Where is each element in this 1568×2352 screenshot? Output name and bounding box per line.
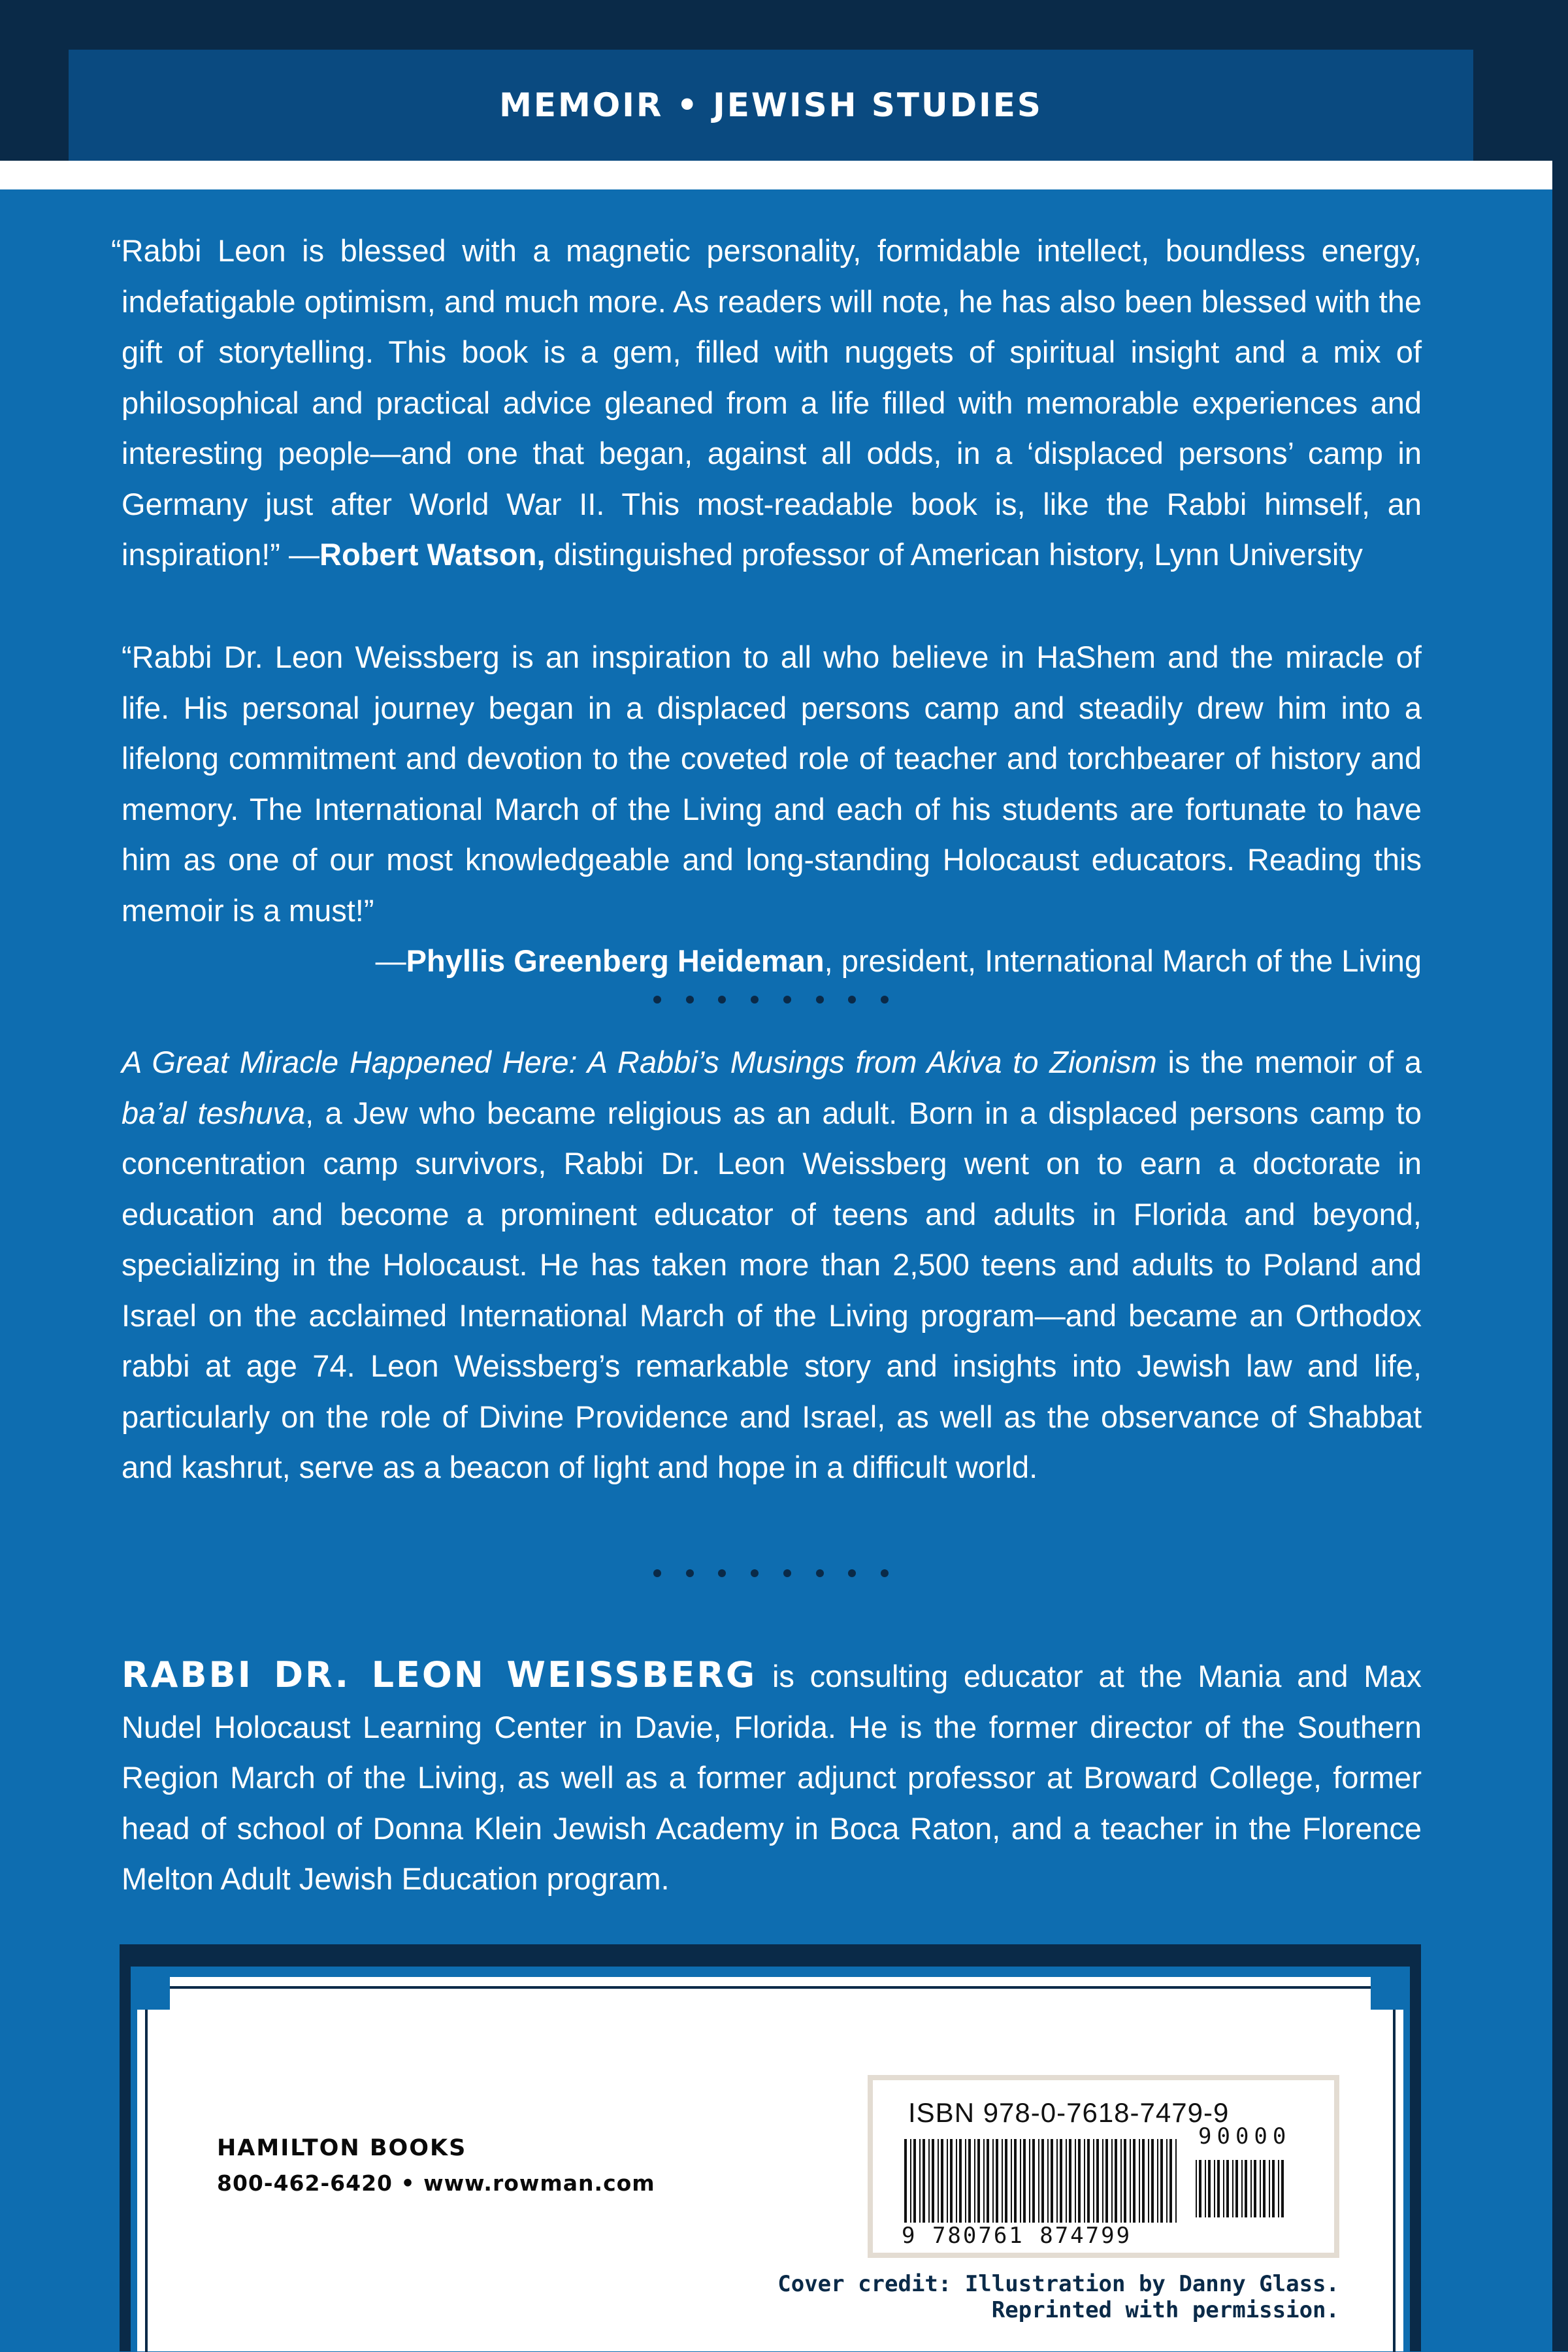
quote-1-author-title: distinguished professor of American history, Lynn University <box>545 537 1363 572</box>
quote-2-dash: — <box>375 943 406 978</box>
frame-corner-left <box>137 1977 170 2010</box>
price-code: 90000 <box>1198 2123 1292 2149</box>
quote-2-attribution <box>122 936 1422 987</box>
dot-separator <box>653 1567 889 1580</box>
description-text-b: , a Jew who became religious as an adult. Born in a displaced persons camp to concentration camp survivors, Rabbi Dr. Leon Weissberg went on to earn a doctorate in education and become a prominent educator of teens and adults in Florida and beyond, specializing in the Holocaust. He has taken more than 2,500 teens and adults to Poland and Israel on the acclaimed International March of the Living program—and became an Orthodox rabbi at age 74. Leon Weissberg’s remarkable story and insights into Jewish law and life, particularly on the role of Divine Providence and Israel, as well as the observance of Shabbat and kashrut, serve as a beacon of light and hope in a difficult world. <box>122 1095 1422 1484</box>
isbn-label: ISBN 978-0-7618-7479-9 <box>908 2097 1230 2128</box>
quote-1-author: Robert Watson, <box>319 537 546 572</box>
description-text-a: is the memoir of a <box>1156 1045 1422 1079</box>
publisher-name: HAMILTON BOOKS <box>217 2135 467 2161</box>
category-banner <box>69 50 1473 161</box>
quote-2-author: Phyllis Greenberg Heideman <box>406 943 825 978</box>
author-name: RABBI DR. LEON WEISSBERG <box>122 1654 757 1695</box>
barcode-price <box>1196 2160 1287 2217</box>
term: ba’al teshuva <box>122 1095 306 1130</box>
book-description <box>122 1037 1422 1493</box>
book-title: A Great Miracle Happened Here: A Rabbi’s Musings from Akiva to Zionism <box>122 1045 1157 1079</box>
quote-2-author-title: , president, International March of the Living <box>824 943 1422 978</box>
quote-1-dash: — <box>280 537 320 572</box>
frame-corner-right <box>1371 1977 1403 2010</box>
endorsement-quote-2 <box>122 632 1422 987</box>
quote-2-text: “Rabbi Dr. Leon Weissberg is an inspiration to all who believe in HaShem and the miracle of life. His personal journey began in a displaced persons camp and steadily drew him into a lifelong commitment and devotion to the coveted role of teacher and torchbearer of history and memory. The International March of the Living and each of his students are fortunate to have him as one of our most knowledgeable and long-standing Holocaust educators. Reading this memoir is a must!” <box>122 640 1422 928</box>
quote-1-text: “Rabbi Leon is blessed with a magnetic personality, formidable intellect, boundless energy, indefatigable optimism, and much more. As readers will note, he has also been blessed with the gift of storytelling. This book is a gem, filled with nuggets of spiritual insight and a mix of philosophical and practical advice gleaned from a life filled with memorable experiences and interesting people—and one that began, against all odds, in a ‘displaced persons’ camp in Germany just after World War II. This most-readable book is, like the Rabbi himself, an inspiration!” <box>111 233 1422 572</box>
publisher-block <box>217 2135 655 2196</box>
publisher-contact: 800-462-6420 • www.rowman.com <box>217 2170 655 2196</box>
white-divider-band <box>0 161 1568 189</box>
dot-separator <box>653 993 889 1006</box>
category-label: MEMOIR • JEWISH STUDIES <box>499 86 1043 124</box>
author-bio <box>122 1650 1422 1904</box>
barcode-box <box>868 2075 1339 2258</box>
endorsement-quote-1 <box>111 225 1422 580</box>
cover-credit: Cover credit: Illustration by Danny Glass. Reprinted with permission. <box>777 2271 1339 2323</box>
barcode-digits: 9 780761 874799 <box>902 2223 1132 2249</box>
author-bio-text: is consulting educator at the Mania and Max Nudel Holocaust Learning Center in Davie, Florida. He is the former director of the Southern Region March of the Living, as well as a former adjunct professor at Broward College, former head of school of Donna Klein Jewish Academy in Boca Raton, and a teacher in the Florence Melton Adult Jewish Education program. <box>122 1659 1422 1896</box>
right-edge-band <box>1552 0 1568 2351</box>
